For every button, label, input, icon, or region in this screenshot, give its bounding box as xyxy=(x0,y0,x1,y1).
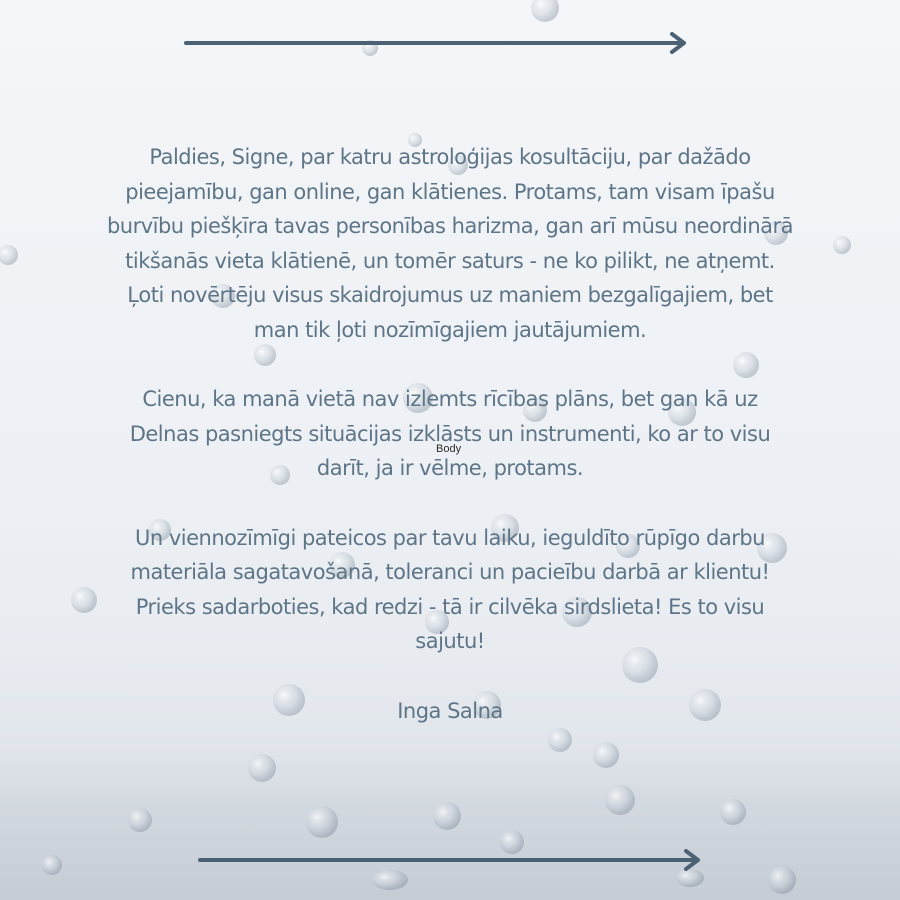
testimonial-paragraph: Ļoti novērtēju visus skaidrojumus uz maniem bezgalīgajiem, bet man tik ļoti nozīmīgajiem jautājumiem. xyxy=(127,283,773,342)
testimonial-author: Inga Salna xyxy=(397,698,503,723)
testimonial-paragraph: Un viennozīmīgi pateicos par tavu laiku, ieguldīto rūpīgo darbu materiāla sagatavošanā, toleranci un pacieību darbā ar klientu! Prieks sadarboties, kad redzi - tā ir cilvēka sirdslieta! Es to visu sajutu! xyxy=(130,525,770,653)
testimonial-paragraph: Cienu, ka manā vietā nav izlemts rīcības plāns, bet gan kā uz Delnas pasniegts situācijas izklāsts un instrumenti, ko ar to visu darīt, ja ir vēlme, protams. xyxy=(129,387,771,480)
body-overlay-label: Body xyxy=(436,443,462,455)
arrow-right-icon xyxy=(184,30,690,56)
testimonial-paragraph: Paldies, Signe, par katru astroloģijas kosultāciju, par dažādo pieejamību, gan online, gan klātienes. Protams, tam visam īpašu burvību piešķīra tavas personības harizma, gan arī mūsu neordinārā tikšanās vieta klātienē, un tomēr saturs - ne ko pilikt, ne atņemt. xyxy=(106,145,794,273)
arrow-right-icon xyxy=(198,847,704,873)
testimonial-text xyxy=(105,140,795,728)
